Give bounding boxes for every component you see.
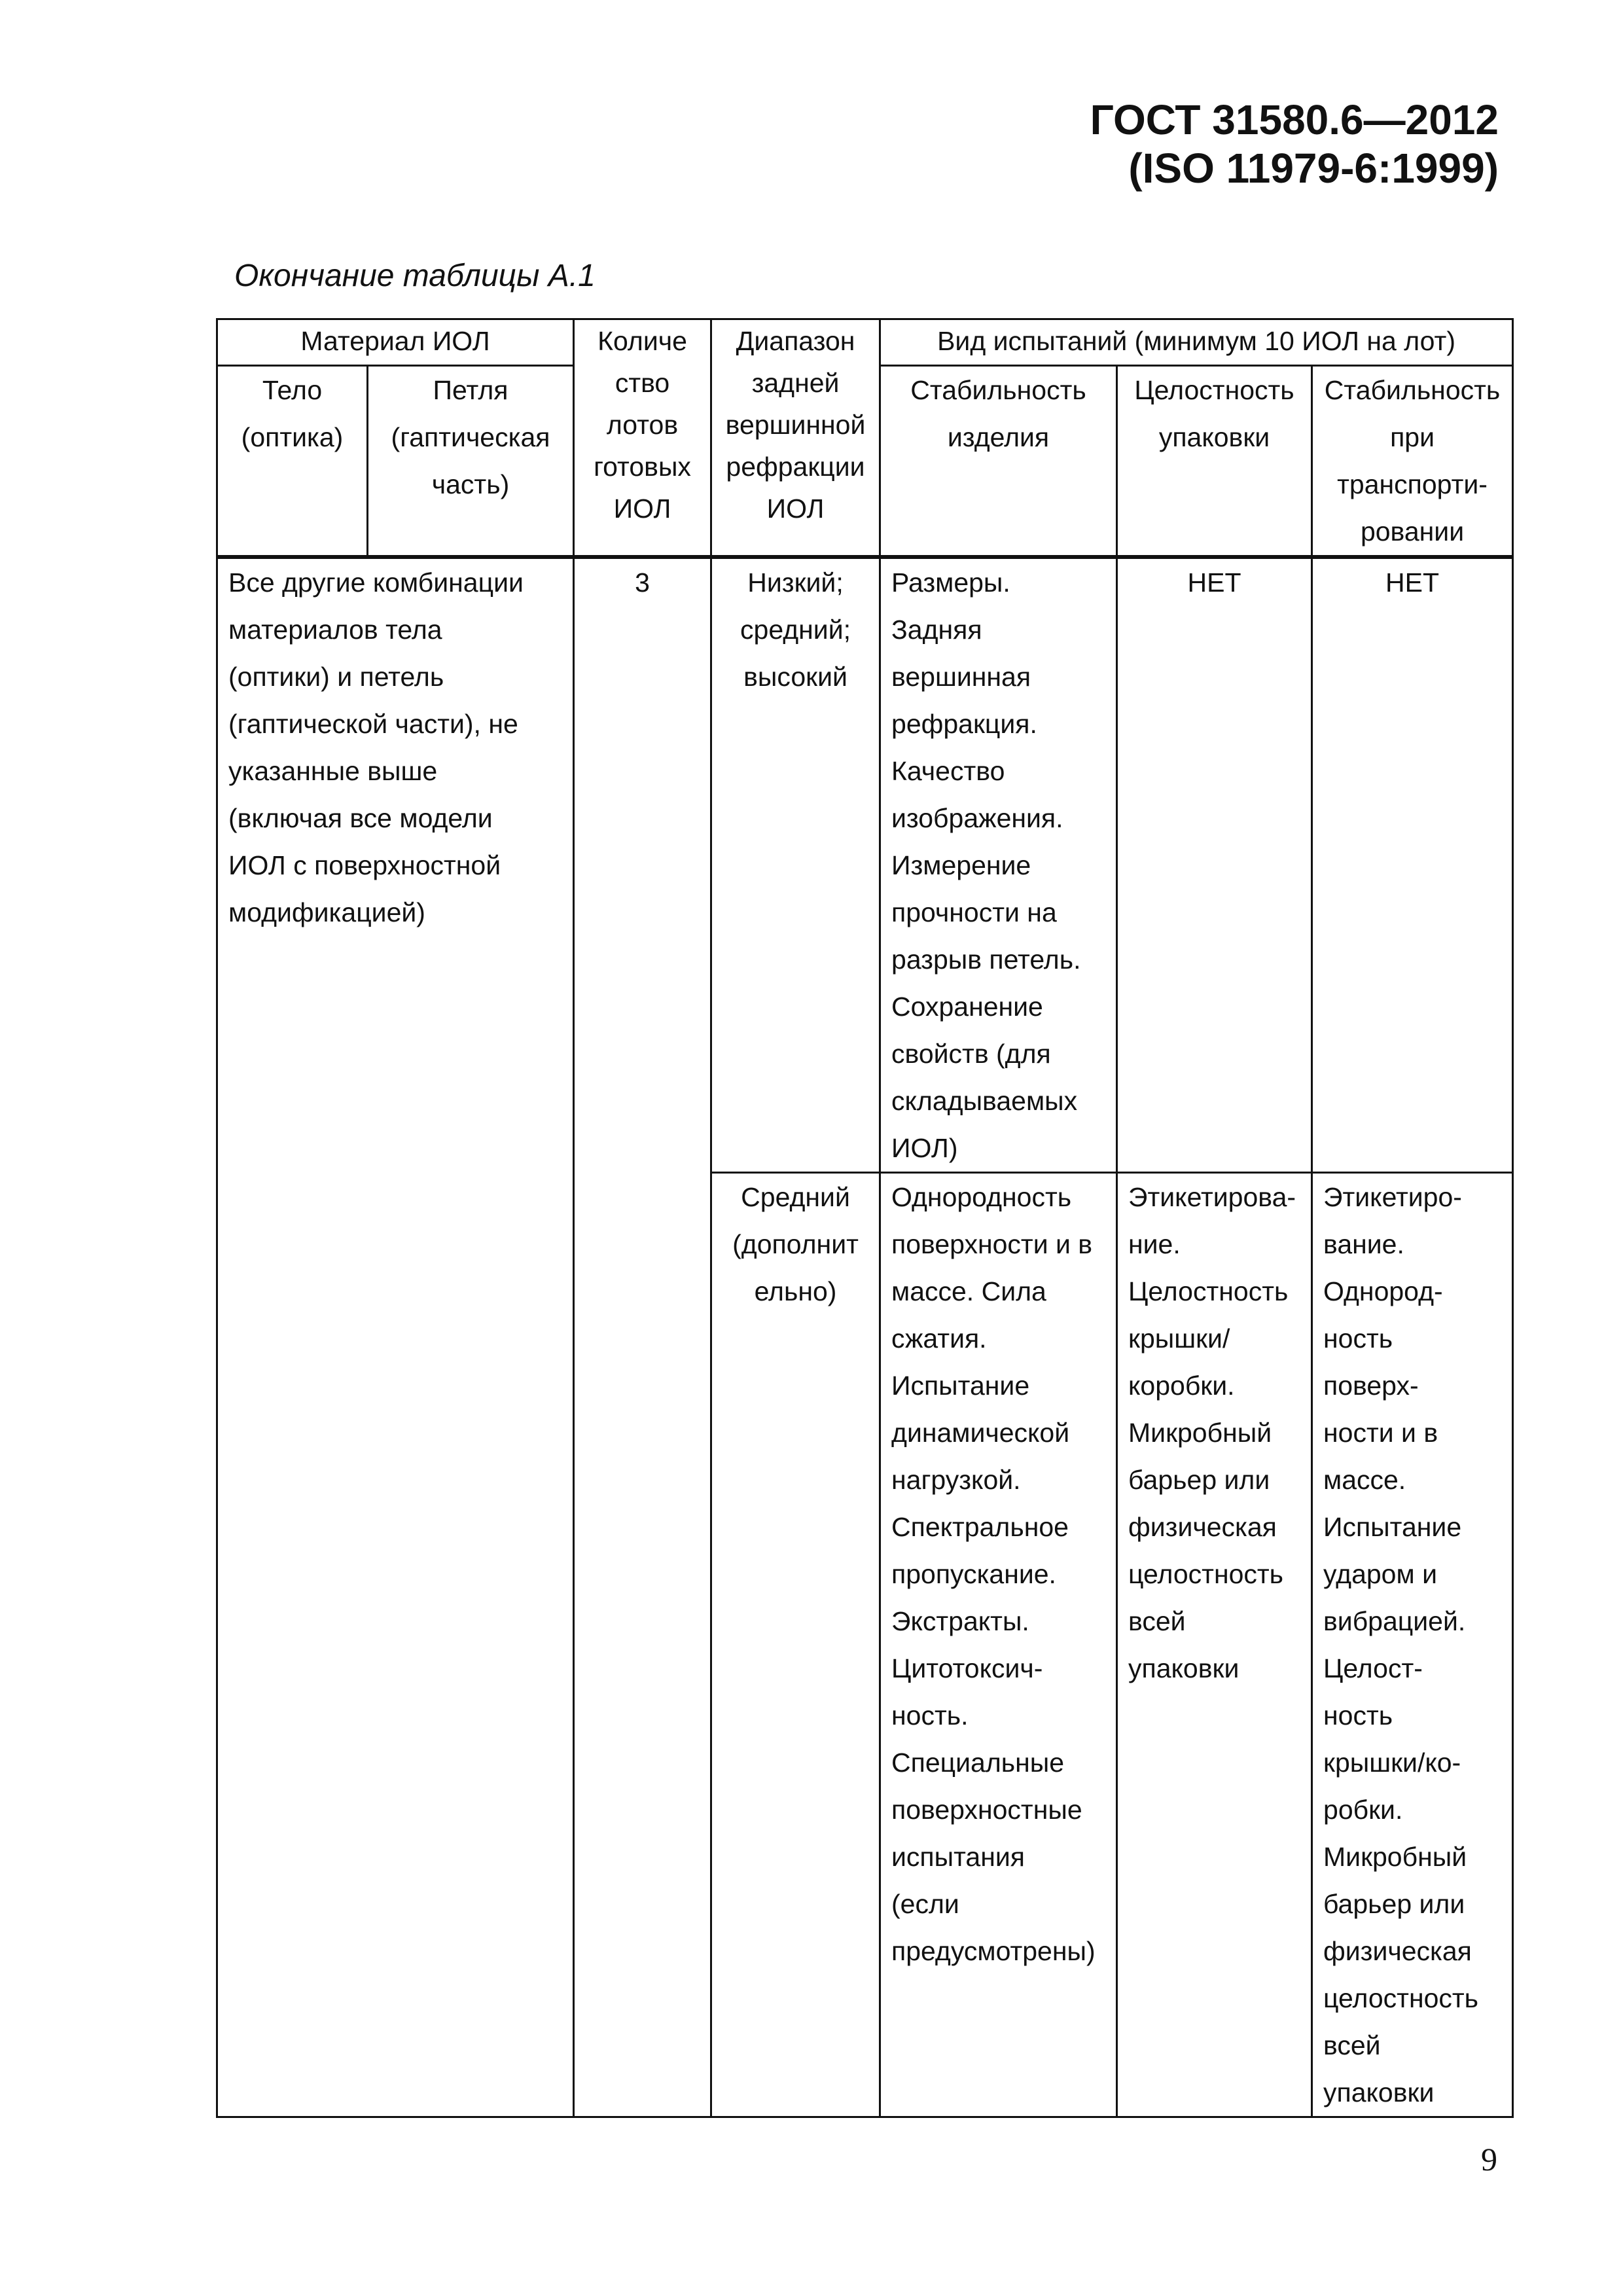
transport-stability-cell: НЕТ — [1312, 557, 1513, 1173]
header-test-types: Вид испытаний (минимум 10 ИОЛ на лот) — [880, 319, 1513, 366]
material-combination-cell: Все другие комбинации материалов тела (оптики) и петель (гаптической части), не указанные выше (включая все модели ИОЛ с поверхностной модификацией) — [217, 557, 574, 2117]
header-haptic-loop: Петля (гаптическая часть) — [368, 366, 574, 558]
refraction-range-cell: Средний (дополнит ельно) — [711, 1173, 880, 2117]
iso-reference: (ISO 11979-6:1999) — [1128, 145, 1499, 192]
iol-test-table — [216, 318, 1514, 2118]
table-body — [217, 557, 1513, 2117]
refraction-range-cell: Низкий; средний; высокий — [711, 557, 880, 1173]
header-optic-body: Тело (оптика) — [217, 366, 368, 558]
header-package-integrity: Целостность упаковки — [1117, 366, 1312, 558]
page-number: 9 — [1481, 2141, 1497, 2178]
package-integrity-cell: НЕТ — [1117, 557, 1312, 1173]
header-product-stability: Стабильность изделия — [880, 366, 1117, 558]
table-header — [217, 319, 1513, 558]
header-refraction-range: Диапазон задней вершинной рефракции ИОЛ — [711, 319, 880, 558]
table-caption: Окончание таблицы А.1 — [234, 259, 596, 293]
header-transport-stability: Стабильность при транспорти- ровании — [1312, 366, 1513, 558]
package-integrity-cell: Этикетирова- ние. Целостность крышки/ коробки. Микробный барьер или физическая целостность всей упаковки — [1117, 1173, 1312, 2117]
standard-designation — [1090, 96, 1499, 192]
table-row — [217, 557, 1513, 1173]
product-stability-cell: Однородность поверхности и в массе. Сила сжатия. Испытание динамической нагрузкой. Спектральное пропускание. Экстракты. Цитотоксич- ность. Специальные поверхностные испытания (если предусмотрены) — [880, 1173, 1117, 2117]
product-stability-cell: Размеры. Задняя вершинная рефракция. Качество изображения. Измерение прочности на разрыв петель. Сохранение свойств (для складываемых ИОЛ) — [880, 557, 1117, 1173]
header-lot-count: Количе ство лотов готовых ИОЛ — [574, 319, 711, 558]
transport-stability-cell: Этикетиро- вание. Однород- ность поверх- ности и в массе. Испытание ударом и вибрацией. Целост- ность крышки/ко- робки. Микробный барьер или физическая целостность всей упаковки — [1312, 1173, 1513, 2117]
header-material: Материал ИОЛ — [217, 319, 574, 366]
standard-number: ГОСТ 31580.6—2012 — [1090, 96, 1499, 143]
lot-count-cell: 3 — [574, 557, 711, 2117]
